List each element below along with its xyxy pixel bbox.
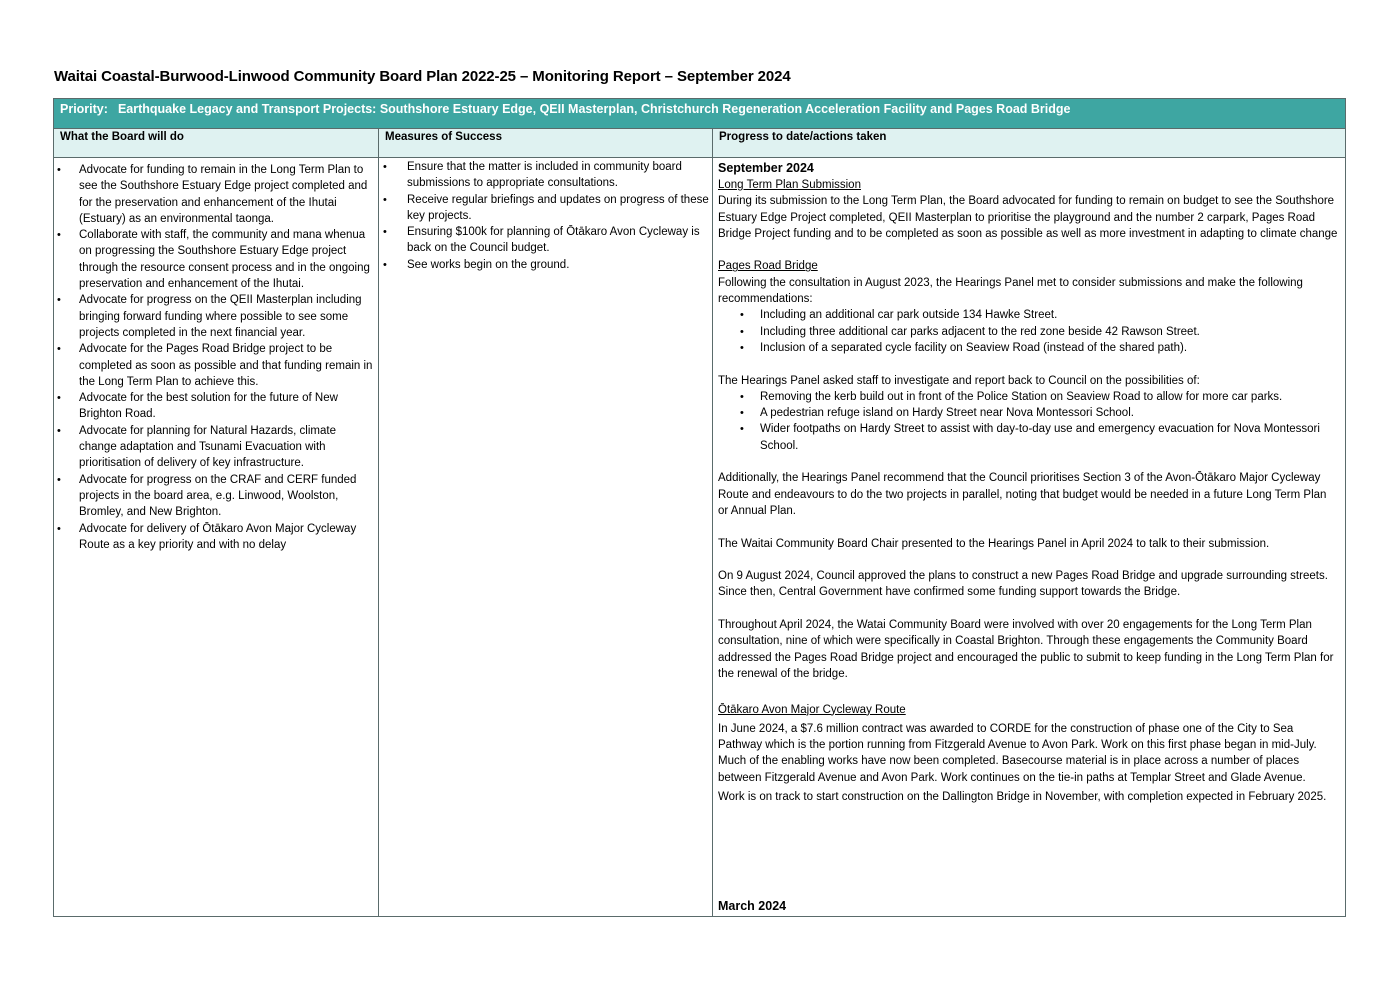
paragraph-section-3: Additionally, the Hearings Panel recommend that the Council prioritises Section 3 of the Avon-Ōtākaro Major Cycleway Route and endeavours to do the two projects in parallel, noting that budget would be needed in a future Long Term Plan or Annual Plan. xyxy=(718,472,1327,517)
investigate-list xyxy=(718,389,1339,454)
list-item: • Advocate for progress on the CRAF and CERF funded projects in the board area, e.g. Linwood, Woolston, Bromley, and New Brighton. xyxy=(79,472,375,521)
subheading-long-term-plan: Long Term Plan Submission xyxy=(718,179,861,191)
paragraph-bridge-intro: Following the consultation in August 2023, the Hearings Panel met to consider submissions and make the following recommendations: xyxy=(718,276,1303,306)
list-item: • Including an additional car park outside 134 Hawke Street. xyxy=(760,307,1339,323)
priority-label: Priority: xyxy=(60,102,108,116)
list-item: • Ensuring $100k for planning of Ōtākaro Avon Cycleway is back on the Council budget. xyxy=(407,224,709,257)
list-item: • Advocate for planning for Natural Hazards, climate change adaptation and Tsunami Evacuation with prioritisation of delivery of key infrastructure. xyxy=(79,423,375,472)
board-plan-table xyxy=(53,98,1346,917)
list-item: • Removing the kerb build out in front of the Police Station on Seaview Road to allow for more car parks. xyxy=(760,389,1339,405)
header-measures-of-success: Measures of Success xyxy=(385,131,502,143)
list-item: • Advocate for funding to remain in the Long Term Plan to see the Southshore Estuary Edge project completed and for the preservation and enhancement of the Ihutai (Estuary) as an environmental taonga. xyxy=(79,162,375,227)
paragraph-engagements: Throughout April 2024, the Watai Community Board were involved with over 20 engagements for the Long Term Plan consultation, nine of which were specifically in Coastal Brighton. Through these engagements the Community Board addressed the Pages Road Bridge project and encouraged the public to submit to keep funding in the Long Term Plan for the renewal of the bridge. xyxy=(718,619,1334,680)
progress-column xyxy=(713,158,1345,916)
priority-text: Earthquake Legacy and Transport Projects: Southshore Estuary Edge, QEII Masterplan, Christchurch Regeneration Acceleration Facility and Pages Road Bridge xyxy=(117,102,1071,116)
paragraph-ltp: During its submission to the Long Term Plan, the Board advocated for funding to remain on budget to see the Southshore Estuary Edge Project completed, QEII Masterplan to prioritise the playground and the number 2 carpark, Pages Road Bridge Project funding and to be completed as soon as possible as well as more investment in adapting to climate change xyxy=(718,195,1338,240)
recommendations-list xyxy=(718,307,1339,356)
board-actions-list xyxy=(79,162,375,553)
month-heading-march: March 2024 xyxy=(718,899,787,913)
month-heading-september: September 2024 xyxy=(718,161,814,175)
measures-list xyxy=(407,159,709,273)
list-item: • Receive regular briefings and updates on progress of these key projects. xyxy=(407,192,709,225)
list-item: • Wider footpaths on Hardy Street to assist with day-to-day use and emergency evacuation for Nova Montessori School. xyxy=(760,421,1339,454)
paragraph-chair: The Waitai Community Board Chair presented to the Hearings Panel in April 2024 to talk to their submission. xyxy=(718,537,1270,550)
subheading-pages-road-bridge: Pages Road Bridge xyxy=(718,260,818,273)
paragraph-approved: On 9 August 2024, Council approved the plans to construct a new Pages Road Bridge and upgrade surrounding streets. Since then, Central Government have confirmed some funding support towards the Bridge. xyxy=(718,570,1328,599)
header-progress: Progress to date/actions taken xyxy=(719,131,887,143)
board-actions-column xyxy=(54,158,379,553)
list-item: • Collaborate with staff, the community and mana whenua on progressing the Southshore Estuary Edge project through the resource consent process and in the ongoing preservation and enhancement of the Ihutai. xyxy=(79,227,375,292)
list-item: • A pedestrian refuge island on Hardy Street near Nova Montessori School. xyxy=(760,405,1339,421)
list-item: • See works begin on the ground. xyxy=(407,257,709,273)
subheading-cycleway: Ōtākaro Avon Major Cycleway Route xyxy=(718,703,906,716)
list-item: • Ensure that the matter is included in community board submissions to appropriate consultations. xyxy=(407,159,709,192)
column-header-row xyxy=(54,128,1345,158)
list-item: • Advocate for the Pages Road Bridge project to be completed as soon as possible and that funding remain in the Long Term Plan to achieve this. xyxy=(79,341,375,390)
paragraph-cycleway: In June 2024, a $7.6 million contract was awarded to CORDE for the construction of phase one of the City to Sea Pathway which is the portion running from Fitzgerald Avenue to Avon Park. Work on this first phase began in mid-July. Much of the enabling works have now been completed. Basecourse material is in place across a number of places between Fitzgerald Avenue and Avon Park. Work continues on the tie-in paths at Templar Street and Glade Avenue. xyxy=(718,722,1317,784)
priority-banner xyxy=(54,99,1345,128)
list-item: • Including three additional car parks adjacent to the red zone beside 42 Rawson Street. xyxy=(760,324,1339,340)
list-item: • Advocate for the best solution for the future of New Brighton Road. xyxy=(79,390,375,423)
document-title: Waitai Coastal-Burwood-Linwood Community Board Plan 2022-25 – Monitoring Report – September 2024 xyxy=(54,68,791,85)
header-what-board-will-do: What the Board will do xyxy=(60,131,184,143)
measures-column xyxy=(379,158,713,273)
paragraph-investigate-intro: The Hearings Panel asked staff to investigate and report back to Council on the possibilities of: xyxy=(718,374,1200,387)
list-item: • Inclusion of a separated cycle facility on Seaview Road (instead of the shared path). xyxy=(760,340,1339,356)
list-item: • Advocate for delivery of Ōtākaro Avon Major Cycleway Route as a key priority and with no delay xyxy=(79,521,375,554)
list-item: • Advocate for progress on the QEII Masterplan including bringing forward funding where possible to see some projects completed in the next financial year. xyxy=(79,292,375,341)
paragraph-dallington: Work is on track to start construction on the Dallington Bridge in November, with completion expected in February 2025. xyxy=(718,790,1327,803)
